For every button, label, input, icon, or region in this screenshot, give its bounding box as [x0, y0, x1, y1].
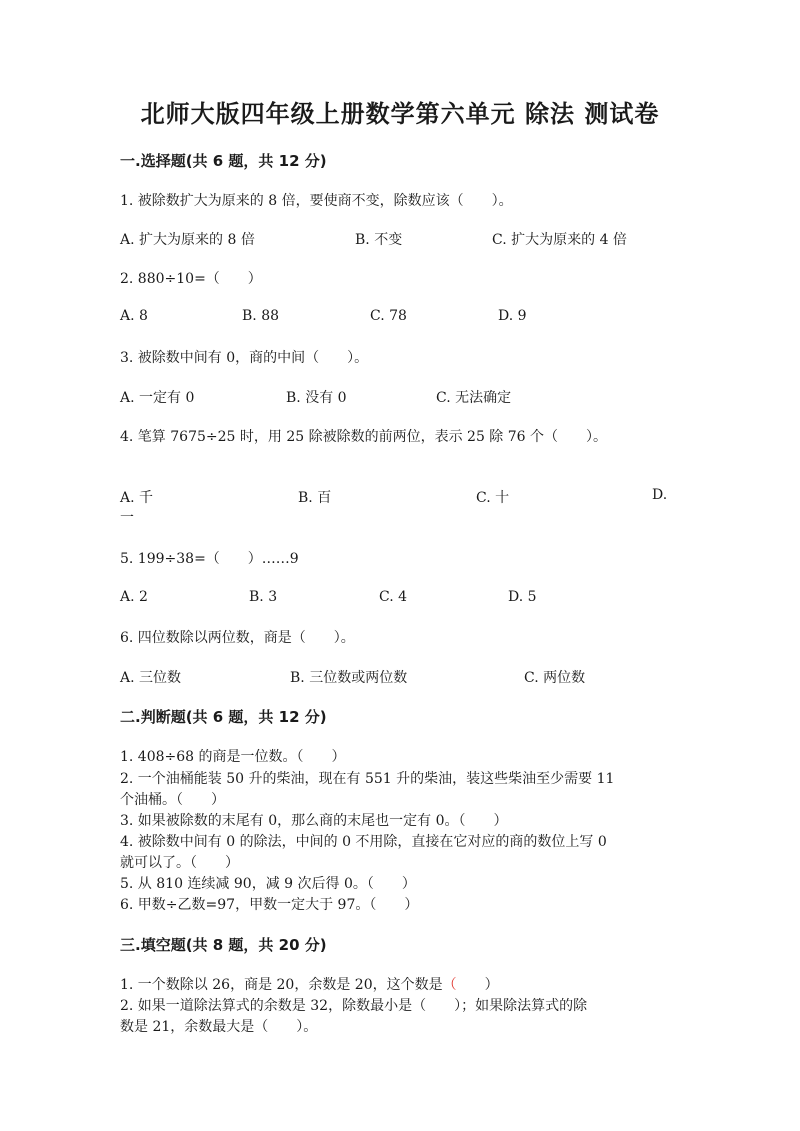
fill-question-1-tail: ） [456, 977, 499, 993]
question-2-stem: 2. 880÷10=（ ） [120, 271, 262, 287]
judge-line: 6. 甲数÷乙数=97，甲数一定大于 97。（ ） [120, 897, 419, 913]
section-2-heading: 二.判断题(共 6 题，共 12 分) [120, 708, 327, 726]
question-4-option-a: A. 千 [120, 490, 154, 506]
question-2-option-c: C. 78 [370, 308, 407, 324]
judge-line: 5. 从 810 连续减 90，减 9 次后得 0。（ ） [120, 876, 416, 892]
section-3-heading: 三.填空题(共 8 题，共 20 分) [120, 936, 327, 954]
question-1-option-c: C. 扩大为原来的 4 倍 [492, 232, 627, 248]
question-6-stem: 6. 四位数除以两位数，商是（ ）。 [120, 630, 355, 646]
page-title: 北师大版四年级上册数学第六单元 除法 测试卷 [140, 100, 660, 128]
question-5-option-a: A. 2 [120, 589, 148, 605]
question-1-option-a: A. 扩大为原来的 8 倍 [120, 232, 255, 248]
question-1-stem: 1. 被除数扩大为原来的 8 倍，要使商不变，除数应该（ ）。 [120, 193, 513, 209]
question-6-option-a: A. 三位数 [120, 670, 182, 686]
question-3-option-c: C. 无法确定 [436, 390, 512, 406]
question-6-option-c: C. 两位数 [524, 670, 586, 686]
question-2-option-a: A. 8 [120, 308, 148, 324]
question-4-option-d-wrap: 一 [120, 510, 134, 526]
question-5-option-c: C. 4 [379, 589, 408, 605]
fill-line: 2. 如果一道除法算式的余数是 32，除数最小是（ ）；如果除法算式的除 [120, 998, 588, 1014]
question-4-option-c: C. 十 [476, 490, 510, 506]
judge-line: 就可以了。（ ） [120, 855, 239, 871]
question-3-option-a: A. 一定有 0 [120, 390, 195, 406]
question-5-option-b: B. 3 [249, 589, 278, 605]
question-5-stem: 5. 199÷38=（ ）……9 [120, 551, 299, 567]
fill-line: 数是 21，余数最大是（ ）。 [120, 1019, 318, 1035]
question-2-option-b: B. 88 [242, 308, 280, 324]
fill-question-1-red-paren: （ [442, 977, 457, 993]
judge-line: 1. 408÷68 的商是一位数。（ ） [120, 749, 346, 765]
fill-question-1-text: 1. 一个数除以 26，商是 20，余数是 20，这个数是 [120, 977, 443, 993]
question-3-stem: 3. 被除数中间有 0，商的中间（ ）。 [120, 350, 369, 366]
question-4-option-d: D. [652, 487, 668, 503]
question-4-option-b: B. 百 [298, 490, 332, 506]
judge-line: 4. 被除数中间有 0 的除法，中间的 0 不用除，直接在它对应的商的数位上写 0 [120, 834, 607, 850]
section-1-heading: 一.选择题(共 6 题，共 12 分) [120, 152, 327, 170]
question-2-option-d: D. 9 [498, 308, 527, 324]
question-3-option-b: B. 没有 0 [286, 390, 347, 406]
question-5-option-d: D. 5 [508, 589, 537, 605]
question-6-option-b: B. 三位数或两位数 [290, 670, 408, 686]
fill-question-1 [120, 974, 499, 994]
judge-line: 个油桶。（ ） [120, 792, 225, 808]
question-4-stem: 4. 笔算 7675÷25 时，用 25 除被除数的前两位，表示 25 除 76 个（ ）。 [120, 429, 608, 445]
judge-line: 3. 如果被除数的末尾有 0，那么商的末尾也一定有 0。（ ） [120, 813, 508, 829]
judge-line: 2. 一个油桶能装 50 升的柴油，现在有 551 升的柴油，装这些柴油至少需要 11 [120, 771, 615, 787]
question-1-option-b: B. 不变 [355, 232, 403, 248]
